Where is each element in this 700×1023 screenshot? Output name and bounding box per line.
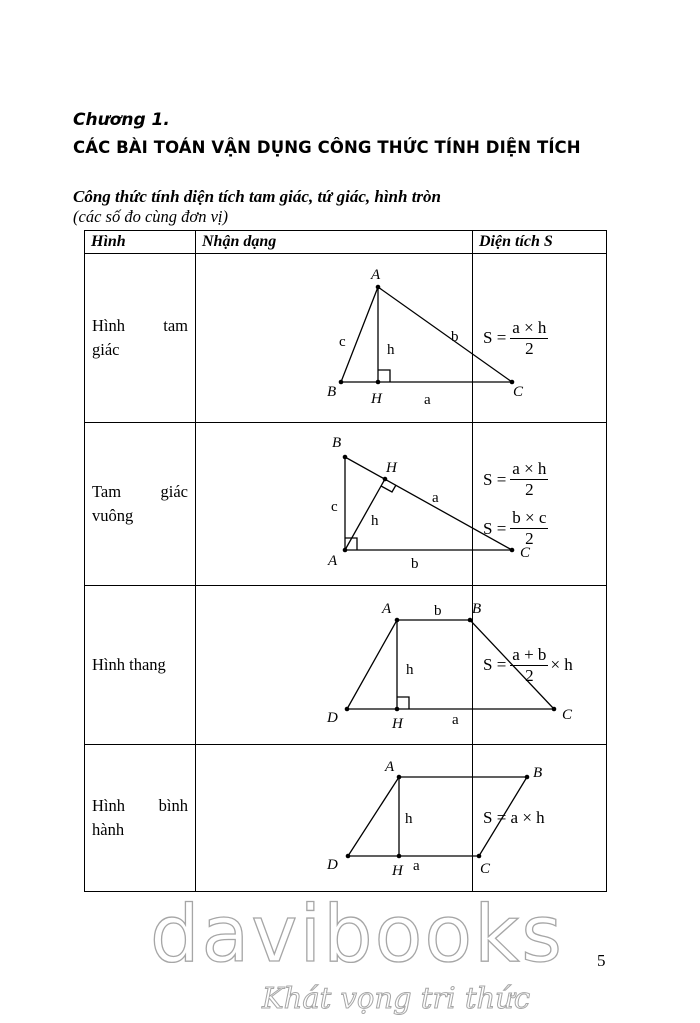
right-angle-mark bbox=[378, 370, 390, 382]
point-h bbox=[376, 380, 381, 385]
point-a bbox=[343, 548, 348, 553]
point-b bbox=[343, 455, 348, 460]
fraction bbox=[510, 645, 548, 686]
point-b bbox=[339, 380, 344, 385]
shape-name-line2: hành bbox=[92, 820, 125, 839]
area-formula: S = a × h bbox=[483, 808, 545, 827]
table-row-trapezoid bbox=[85, 586, 607, 745]
denominator: 2 bbox=[525, 529, 534, 548]
label-h: h bbox=[371, 513, 379, 529]
formula-lhs: S = bbox=[483, 469, 507, 489]
label-A: A bbox=[371, 267, 381, 283]
right-angle-mark bbox=[397, 697, 409, 709]
label-H: H bbox=[392, 863, 403, 879]
shape-name-cell bbox=[85, 423, 196, 586]
point-b bbox=[468, 618, 473, 623]
area-formula-cell bbox=[473, 254, 607, 423]
table-row-parallelogram bbox=[85, 745, 607, 892]
label-C: C bbox=[562, 707, 573, 723]
point-c bbox=[552, 707, 557, 712]
numerator: a + b bbox=[512, 644, 547, 664]
fraction bbox=[510, 508, 548, 549]
label-H: H bbox=[386, 460, 397, 476]
label-a: a bbox=[424, 392, 431, 408]
triangle-diagram bbox=[196, 254, 524, 422]
header-shape: Hình bbox=[85, 231, 196, 254]
shape-name-line2: vuông bbox=[92, 506, 134, 525]
point-c bbox=[510, 548, 515, 553]
label-b: b bbox=[411, 556, 419, 572]
chapter-title: CÁC BÀI TOÁN VẬN DỤNG CÔNG THỨC TÍNH DIỆN TÍCH bbox=[73, 138, 581, 157]
formula-tail: × h bbox=[550, 655, 573, 674]
table-row-triangle bbox=[85, 254, 607, 423]
chapter-label: Chương 1. bbox=[73, 110, 170, 130]
label-c: c bbox=[339, 334, 346, 350]
label-b: b bbox=[434, 603, 442, 619]
area-formula-1 bbox=[483, 459, 606, 500]
numerator: b × c bbox=[512, 508, 547, 527]
point-d bbox=[346, 854, 351, 859]
label-h: h bbox=[406, 662, 414, 678]
label-C: C bbox=[480, 861, 491, 877]
shape-name-line1: Tam giác bbox=[92, 482, 188, 501]
label-a: a bbox=[413, 858, 420, 874]
point-h bbox=[383, 477, 388, 482]
area-formula-2 bbox=[483, 508, 606, 549]
numerator: a × h bbox=[512, 317, 547, 337]
trapezoid-diagram bbox=[196, 586, 573, 744]
label-h: h bbox=[405, 811, 413, 827]
point-h bbox=[397, 854, 402, 859]
right-angle-mark-h bbox=[381, 485, 396, 492]
denominator: 2 bbox=[525, 665, 534, 685]
watermark-tagline: Khát vọng tri thức bbox=[262, 981, 531, 1015]
label-c: c bbox=[331, 499, 338, 515]
label-a: a bbox=[432, 490, 439, 506]
fraction bbox=[510, 318, 548, 359]
shape-name-line1: Hình bình bbox=[92, 796, 188, 815]
header-figure: Nhận dạng bbox=[196, 231, 473, 254]
label-C: C bbox=[513, 384, 524, 400]
label-h: h bbox=[387, 342, 395, 358]
point-h bbox=[395, 707, 400, 712]
triangle-figure-cell bbox=[196, 254, 524, 423]
watermark-logo: davibooks bbox=[150, 890, 564, 980]
numerator: a × h bbox=[512, 459, 547, 478]
denominator: 2 bbox=[525, 480, 534, 499]
point-b bbox=[525, 775, 530, 780]
label-A: A bbox=[328, 553, 338, 569]
label-B: B bbox=[472, 601, 482, 617]
shape-name-line1: Hình tam bbox=[92, 316, 188, 335]
shape-name-cell bbox=[85, 586, 196, 745]
units-note: (các số đo cùng đơn vị) bbox=[73, 207, 228, 226]
label-B: B bbox=[533, 765, 543, 781]
label-B: B bbox=[327, 384, 337, 400]
label-D: D bbox=[327, 710, 338, 726]
height-line bbox=[345, 479, 385, 550]
shape-name-line1: Hình thang bbox=[92, 655, 166, 674]
fraction bbox=[510, 459, 548, 500]
area-formula-cell bbox=[473, 586, 607, 745]
label-a: a bbox=[452, 712, 459, 728]
point-a bbox=[397, 775, 402, 780]
label-H: H bbox=[371, 391, 382, 407]
point-a bbox=[395, 618, 400, 623]
shape-name-cell bbox=[85, 254, 196, 423]
label-A: A bbox=[382, 601, 392, 617]
trapezoid-figure-cell bbox=[196, 586, 573, 745]
label-D: D bbox=[327, 857, 338, 873]
formula-table bbox=[84, 230, 607, 892]
formula-lhs: S = bbox=[483, 328, 507, 347]
page-number: 5 bbox=[597, 951, 606, 970]
denominator: 2 bbox=[525, 338, 534, 358]
table-header-row bbox=[85, 231, 607, 254]
section-subtitle: Công thức tính diện tích tam giác, tứ giác, hình tròn bbox=[73, 187, 441, 206]
shape-name-cell bbox=[85, 745, 196, 892]
label-C: C bbox=[520, 545, 531, 561]
point-a bbox=[376, 285, 381, 290]
area-formula bbox=[483, 318, 606, 359]
formula-lhs: S = bbox=[483, 655, 507, 674]
label-b: b bbox=[451, 329, 459, 345]
shape-name-line2: giác bbox=[92, 340, 120, 359]
table-row-right-triangle bbox=[85, 423, 607, 586]
point-c bbox=[477, 854, 482, 859]
label-H: H bbox=[392, 716, 403, 732]
point-d bbox=[345, 707, 350, 712]
label-B: B bbox=[332, 435, 342, 451]
formula-lhs: S = bbox=[483, 518, 507, 538]
area-formula bbox=[483, 645, 606, 686]
area-formula-cell bbox=[473, 423, 607, 586]
label-A: A bbox=[385, 759, 395, 775]
header-area: Diện tích S bbox=[473, 231, 607, 254]
